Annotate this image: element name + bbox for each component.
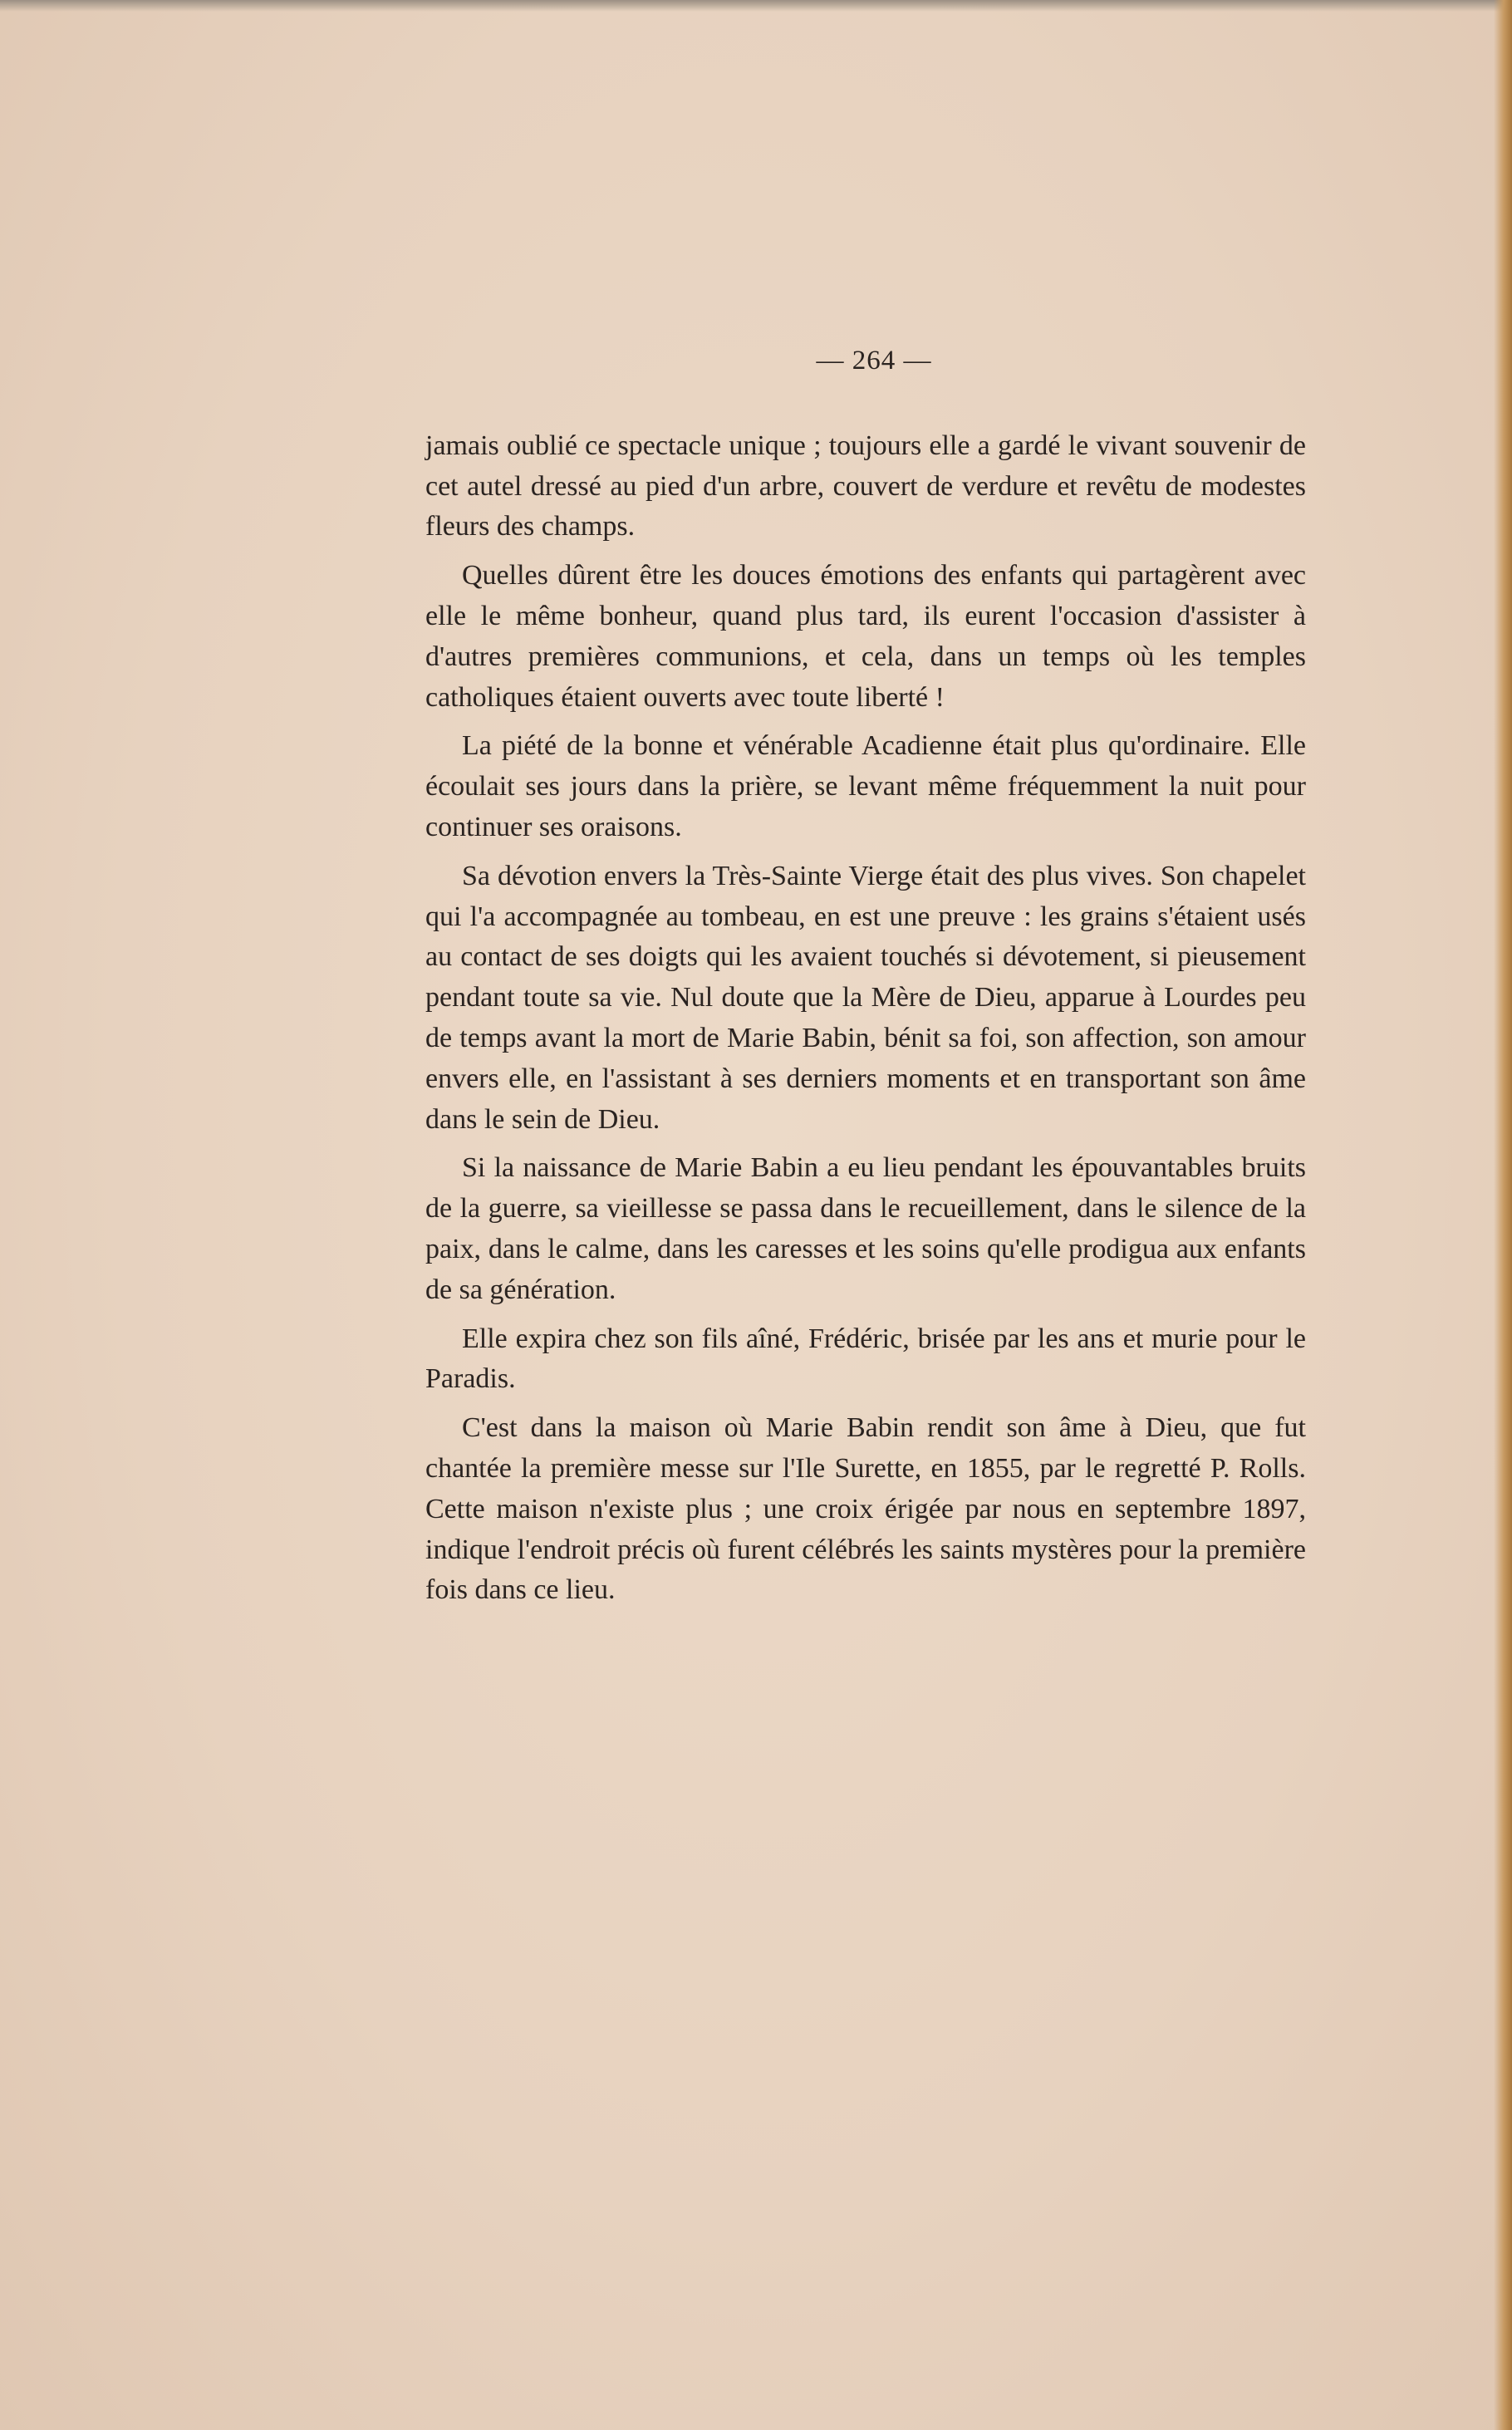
paragraph: Si la naissance de Marie Babin a eu lieu pendant les épouvantables bruits de la guerre, sa vieillesse se passa dans le recueillement, dans le silence de la paix, dans le calme, dans les caresses et les soins qu'elle prodigua aux enfants de sa génération.	[425, 1152, 1306, 1305]
paragraph: C'est dans la maison où Marie Babin rendit son âme à Dieu, que fut chantée la première messe sur l'Ile Surette, en 1855, par le regretté P. Rolls. Cette maison n'existe plus ; une croix érigée par nous en septembre 1897, indique l'endroit précis où furent célébrés les saints mystères pour la première fois dans ce lieu.	[425, 1412, 1306, 1606]
paragraph: jamais oublié ce spectacle unique ; toujours elle a gardé le vivant souvenir de cet autel dressé au pied d'un arbre, couvert de verdure et revêtu de modestes fleurs des champs.	[425, 430, 1306, 542]
page-right-edge	[1494, 0, 1512, 2430]
page-top-edge	[0, 0, 1512, 12]
paragraph: Sa dévotion envers la Très-Sainte Vierge était des plus vives. Son chapelet qui l'a accompagnée au tombeau, en est une preuve : les grains s'étaient usés au contact de ses doigts qui les avaient touchés si dévotement, si pieusement pendant toute sa vie. Nul doute que la Mère de Dieu, apparue à Lourdes peu de temps avant la mort de Marie Babin, bénit sa foi, son affection, son amour envers elle, en l'assistant à ses derniers moments et en transportant son âme dans le sein de Dieu.	[425, 860, 1306, 1135]
paragraph: La piété de la bonne et vénérable Acadienne était plus qu'ordinaire. Elle écoulait ses jours dans la prière, se levant même fréquemment la nuit pour continuer ses oraisons.	[425, 730, 1306, 842]
paragraph: Quelles dûrent être les douces émotions des enfants qui partagèrent avec elle le même bonheur, quand plus tard, ils eurent l'occasion d'assister à d'autres premières communions, et cela, dans un temps où les temples catholiques étaient ouverts avec toute liberté !	[425, 560, 1306, 713]
text-body	[425, 341, 1306, 1619]
page-number: — 264 —	[816, 346, 932, 376]
paragraph: Elle expira chez son fils aîné, Frédéric, brisée par les ans et murie pour le Paradis.	[425, 1323, 1306, 1395]
